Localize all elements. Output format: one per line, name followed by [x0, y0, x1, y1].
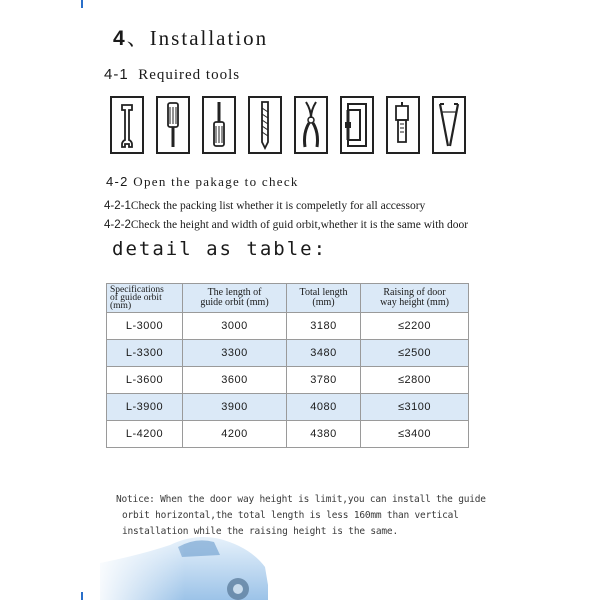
cell-spec: L-3900 — [107, 394, 183, 421]
clamp-icon — [340, 96, 374, 154]
cell-total-length: 4380 — [287, 421, 361, 448]
cell-door-height: ≤3400 — [361, 421, 469, 448]
cell-total-length: 3180 — [287, 313, 361, 340]
cell-door-height: ≤3100 — [361, 394, 469, 421]
header-door-height: Raising of door way height (mm) — [361, 284, 469, 313]
table-row — [107, 394, 469, 421]
detail-heading: detail as table: — [112, 238, 328, 260]
check-item-2: 4-2-2Check the height and width of guid orbit,whether it is the same with door — [104, 219, 469, 231]
cell-guide-length: 3600 — [183, 367, 287, 394]
file-icon — [248, 96, 282, 154]
cell-door-height: ≤2200 — [361, 313, 469, 340]
section-title: 4、Installation — [113, 26, 269, 50]
header-specifications: Specifications of guide orbit (mm) — [107, 284, 183, 313]
screwdriver-icon — [156, 96, 190, 154]
table-row — [107, 421, 469, 448]
cell-spec: L-3000 — [107, 313, 183, 340]
table-row — [107, 313, 469, 340]
required-tools-heading: 4-1 Required tools — [104, 66, 241, 83]
cell-spec: L-4200 — [107, 421, 183, 448]
pliers-icon — [294, 96, 328, 154]
header-guide-length: The length of guide orbit (mm) — [183, 284, 287, 313]
tools-row — [108, 96, 453, 156]
cell-door-height: ≤2500 — [361, 340, 469, 367]
cell-guide-length: 3900 — [183, 394, 287, 421]
screwdriver-icon — [202, 96, 236, 154]
cell-total-length: 4080 — [287, 394, 361, 421]
page-edge-mark — [81, 0, 83, 8]
check-item-1: 4-2-1Check the packing list whether it is compeletly for all accessory — [104, 200, 426, 212]
cell-spec: L-3600 — [107, 367, 183, 394]
table-row — [107, 367, 469, 394]
tape-measure-icon — [432, 96, 466, 154]
cell-guide-length: 4200 — [183, 421, 287, 448]
check-heading: 4-2 Open the pakage to check — [106, 174, 299, 189]
specifications-table — [106, 283, 469, 448]
cell-door-height: ≤2800 — [361, 367, 469, 394]
page-edge-mark — [81, 592, 83, 600]
cell-guide-length: 3000 — [183, 313, 287, 340]
cell-guide-length: 3300 — [183, 340, 287, 367]
cell-total-length: 3480 — [287, 340, 361, 367]
notice-text: Notice: When the door way height is limit,you can install the guide orbit horizontal,the total length is less 160mm than vertical installation while the raising height is the same. — [116, 494, 486, 537]
table-row — [107, 340, 469, 367]
header-total-length: Total length (mm) — [287, 284, 361, 313]
wrench-icon — [110, 96, 144, 154]
cell-total-length: 3780 — [287, 367, 361, 394]
cell-spec: L-3300 — [107, 340, 183, 367]
drill-icon — [386, 96, 420, 154]
table-header-row — [107, 284, 469, 313]
